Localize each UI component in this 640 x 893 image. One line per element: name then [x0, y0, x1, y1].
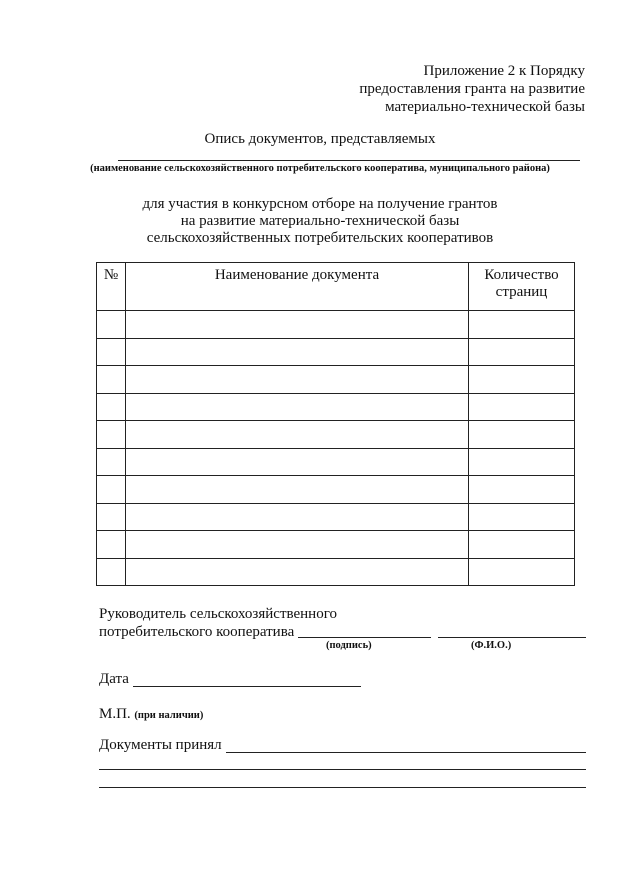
stamp-block: [99, 706, 203, 723]
documents-table: [96, 262, 575, 586]
cell-page-count[interactable]: [469, 421, 575, 449]
cell-page-count[interactable]: [469, 448, 575, 476]
cell-number[interactable]: [97, 448, 126, 476]
table-row: [97, 393, 575, 421]
table-row: [97, 448, 575, 476]
table-row: [97, 476, 575, 504]
table-header-row: [97, 263, 575, 311]
appendix-line-3: материально-технической базы: [385, 99, 585, 115]
received-line-1[interactable]: [226, 752, 586, 753]
cell-number[interactable]: [97, 338, 126, 366]
cell-page-count[interactable]: [469, 338, 575, 366]
cell-page-count[interactable]: [469, 393, 575, 421]
cell-page-count[interactable]: [469, 558, 575, 586]
appendix-header: [325, 62, 585, 116]
cell-number[interactable]: [97, 366, 126, 394]
column-pages-header-line-1: Количество: [484, 267, 559, 283]
column-pages-header-line-2: страниц: [495, 284, 548, 300]
table-row: [97, 503, 575, 531]
cell-number[interactable]: [97, 503, 126, 531]
cell-document-name[interactable]: [126, 338, 469, 366]
cooperative-name-caption: (наименование сельскохозяйственного потребительского кооператива, муниципального района): [90, 163, 550, 174]
table-row: [97, 311, 575, 339]
received-line-3[interactable]: [99, 787, 586, 788]
fio-caption: (Ф.И.О.): [471, 640, 512, 651]
cell-document-name[interactable]: [126, 421, 469, 449]
cell-document-name[interactable]: [126, 448, 469, 476]
cell-number[interactable]: [97, 421, 126, 449]
stamp-label: М.П.: [99, 706, 131, 722]
cell-document-name[interactable]: [126, 393, 469, 421]
cell-page-count[interactable]: [469, 531, 575, 559]
cell-document-name[interactable]: [126, 503, 469, 531]
cell-page-count[interactable]: [469, 476, 575, 504]
column-name-header: Наименование документа: [126, 263, 469, 311]
cell-page-count[interactable]: [469, 311, 575, 339]
cell-document-name[interactable]: [126, 531, 469, 559]
appendix-line-2: предоставления гранта на развитие: [359, 81, 585, 97]
cell-document-name[interactable]: [126, 558, 469, 586]
signature-caption: (подпись): [326, 640, 372, 651]
received-label: Документы принял: [99, 737, 222, 753]
purpose-text: [0, 196, 640, 247]
table-row: [97, 421, 575, 449]
purpose-line-1: для участия в конкурсном отборе на получение грантов: [142, 196, 498, 212]
purpose-line-2: на развитие материально-технической базы: [180, 213, 460, 229]
appendix-line-1: Приложение 2 к Порядку: [423, 63, 585, 79]
column-number-header: №: [97, 263, 126, 311]
table-row: [97, 366, 575, 394]
head-title-line-2: потребительского кооператива: [99, 624, 295, 640]
signature-block: [99, 605, 337, 641]
purpose-line-3: сельскохозяйственных потребительских кооперативов: [146, 230, 494, 246]
cell-number[interactable]: [97, 393, 126, 421]
stamp-note: (при наличии): [134, 710, 204, 721]
signature-line[interactable]: [298, 637, 431, 638]
cell-document-name[interactable]: [126, 311, 469, 339]
cell-number[interactable]: [97, 311, 126, 339]
head-title-line-1: Руководитель сельскохозяйственного: [99, 606, 337, 622]
cell-number[interactable]: [97, 531, 126, 559]
fio-line[interactable]: [438, 637, 586, 638]
cell-document-name[interactable]: [126, 476, 469, 504]
table-body: [97, 311, 575, 586]
cell-page-count[interactable]: [469, 366, 575, 394]
cell-number[interactable]: [97, 476, 126, 504]
cell-number[interactable]: [97, 558, 126, 586]
date-label: Дата: [99, 671, 129, 687]
date-line[interactable]: [133, 686, 361, 687]
table-row: [97, 338, 575, 366]
column-pages-header: [469, 263, 575, 311]
cell-page-count[interactable]: [469, 503, 575, 531]
table-row: [97, 531, 575, 559]
received-line-2[interactable]: [99, 769, 586, 770]
table-row: [97, 558, 575, 586]
cooperative-name-line: [118, 160, 580, 161]
cell-document-name[interactable]: [126, 366, 469, 394]
document-title: Опись документов, представляемых: [204, 131, 436, 147]
